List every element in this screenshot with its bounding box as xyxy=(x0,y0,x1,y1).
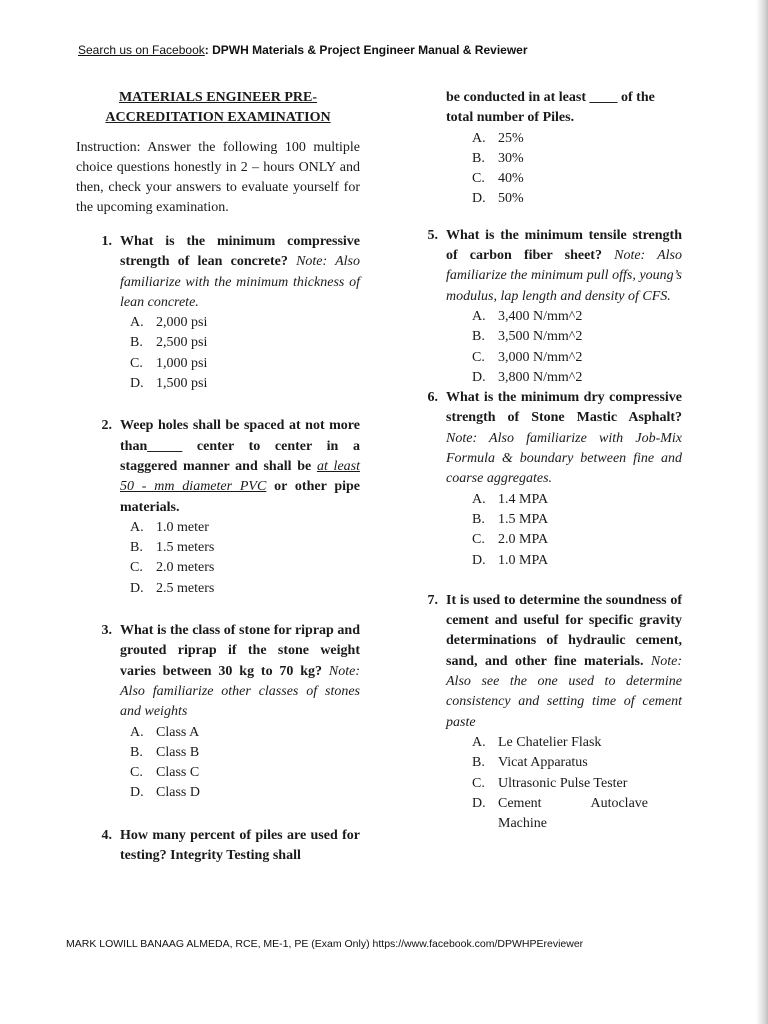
left-column xyxy=(76,88,360,866)
question-note: Note: Also see the one used to determine consistency and setting time of cement paste xyxy=(446,653,683,730)
question-body xyxy=(446,388,682,489)
choice-b: B. 3,500 N/mm^2 xyxy=(472,329,583,345)
question-text: be conducted in at least ____ of the total number of Piles. xyxy=(446,90,655,126)
choice-c: C. Ultrasonic Pulse Tester xyxy=(472,775,628,791)
question-body xyxy=(446,226,682,307)
choice-a: A. 1.4 MPA xyxy=(472,491,549,507)
question-number: 2. xyxy=(101,418,112,434)
choice-c: C. 2.0 meters xyxy=(130,560,215,576)
choices-q6 xyxy=(472,490,682,571)
choice-c: C. 3,000 N/mm^2 xyxy=(472,349,583,365)
choice-b: B. 30% xyxy=(472,150,524,166)
page-edge-shadow xyxy=(756,0,768,1024)
question-number: 5. xyxy=(427,227,438,243)
question-body xyxy=(120,621,360,722)
question-text: What is the class of stone for riprap and grouted riprap if the stone weight varies between 30 kg to 70 kg? xyxy=(120,623,360,679)
question-7 xyxy=(420,591,682,733)
header-title: : DPWH Materials & Project Engineer Manual & Reviewer xyxy=(204,43,528,57)
question-2 xyxy=(76,416,360,517)
choices-q1 xyxy=(130,313,360,394)
choice-b: B. Vicat Apparatus xyxy=(472,755,588,771)
question-body xyxy=(120,232,360,313)
choice-d-continued: Machine xyxy=(498,816,547,832)
question-note: Note: Also familiarize with the minimum thickness of lean concrete. xyxy=(120,254,360,310)
choice-d: D. 50% xyxy=(472,191,524,207)
exam-title-line1: MATERIALS ENGINEER PRE- xyxy=(118,90,318,105)
choice-a: A. Le Chatelier Flask xyxy=(472,734,602,750)
choice-d: D. Cement Autoclave xyxy=(472,795,648,811)
exam-title xyxy=(76,88,360,128)
choices-q5 xyxy=(472,307,682,388)
choice-d: D. 1,500 psi xyxy=(130,376,208,392)
choices-q2 xyxy=(130,518,360,599)
question-note: Note: Also familiarize the minimum pull offs, young’s modulus, lap length and density of CFS. xyxy=(446,248,682,304)
choice-a: A. 25% xyxy=(472,130,524,146)
question-body xyxy=(120,416,360,517)
choices-q7 xyxy=(472,733,682,834)
choice-b: B. 2,500 psi xyxy=(130,335,208,351)
choice-a: A. 3,400 N/mm^2 xyxy=(472,308,583,324)
question-body xyxy=(120,826,360,867)
question-4-continuation xyxy=(446,88,682,129)
question-number: 4. xyxy=(101,827,112,843)
question-3 xyxy=(76,621,360,722)
choice-d: D. 3,800 N/mm^2 xyxy=(472,369,583,385)
question-text: Weep holes shall be spaced at not more than_____ center to center in a staggered manner and shall be xyxy=(120,418,360,474)
question-text: How many percent of piles are used for testing? Integrity Testing shall xyxy=(120,827,360,864)
question-body xyxy=(446,591,682,733)
choice-c: C. Class C xyxy=(130,765,200,781)
question-number: 1. xyxy=(101,234,112,249)
question-text: It is used to determine the soundness of cement and useful for specific gravity determinations of hydraulic cement, sand, and other fine materials. xyxy=(446,592,682,669)
question-5 xyxy=(420,226,682,307)
choice-d: D. 1.0 MPA xyxy=(472,552,549,568)
choice-b: B. Class B xyxy=(130,744,200,760)
page-footer: MARK LOWILL BANAAG ALMEDA, RCE, ME-1, PE (Exam Only) https://www.facebook.com/DPWHPEreviewer xyxy=(66,938,584,950)
question-number: 7. xyxy=(427,592,438,608)
choice-d: D. Class D xyxy=(130,785,200,801)
question-underline: at least 50 - mm diameter PVC xyxy=(120,458,360,495)
choices-q4 xyxy=(472,129,682,210)
question-note: Note: Also familiarize with Job-Mix Formula & boundary between fine and coarse aggregates. xyxy=(446,430,682,487)
page-header xyxy=(78,43,528,57)
choice-b: B. 1.5 MPA xyxy=(472,511,549,527)
instruction-text: Instruction: Answer the following 100 multiple choice questions honestly in 2 – hours ONLY and then, check your answers to evaluate yourself for the upcoming examination. xyxy=(76,140,360,215)
choice-c: C. 2.0 MPA xyxy=(472,532,549,548)
right-column xyxy=(420,88,682,834)
choice-c: C. 1,000 psi xyxy=(130,355,208,371)
question-text: What is the minimum compressive strength of lean concrete? xyxy=(120,234,360,270)
question-number: 6. xyxy=(427,390,438,406)
question-note: Note: Also familiarize other classes of stones and weights xyxy=(120,663,360,720)
question-1 xyxy=(76,232,360,313)
exam-title-line2: ACCREDITATION EXAMINATION xyxy=(105,110,331,125)
question-4 xyxy=(76,826,360,867)
choice-a: A. Class A xyxy=(130,724,200,740)
facebook-label: Search us on Facebook xyxy=(78,43,205,57)
choice-c: C. 40% xyxy=(472,171,524,187)
choice-a: A. 2,000 psi xyxy=(130,315,208,331)
choice-d: D. 2.5 meters xyxy=(130,580,215,596)
choice-a: A. 1.0 meter xyxy=(130,519,209,535)
question-text: What is the minimum dry compressive strength of Stone Mastic Asphalt? xyxy=(446,390,682,426)
choice-b: B. 1.5 meters xyxy=(130,540,215,556)
question-6 xyxy=(420,388,682,489)
choices-q3 xyxy=(130,723,360,804)
question-number: 3. xyxy=(101,623,112,639)
question-text: What is the minimum tensile strength of carbon fiber sheet? xyxy=(446,227,682,264)
question-text-end: or other pipe materials. xyxy=(120,479,361,515)
